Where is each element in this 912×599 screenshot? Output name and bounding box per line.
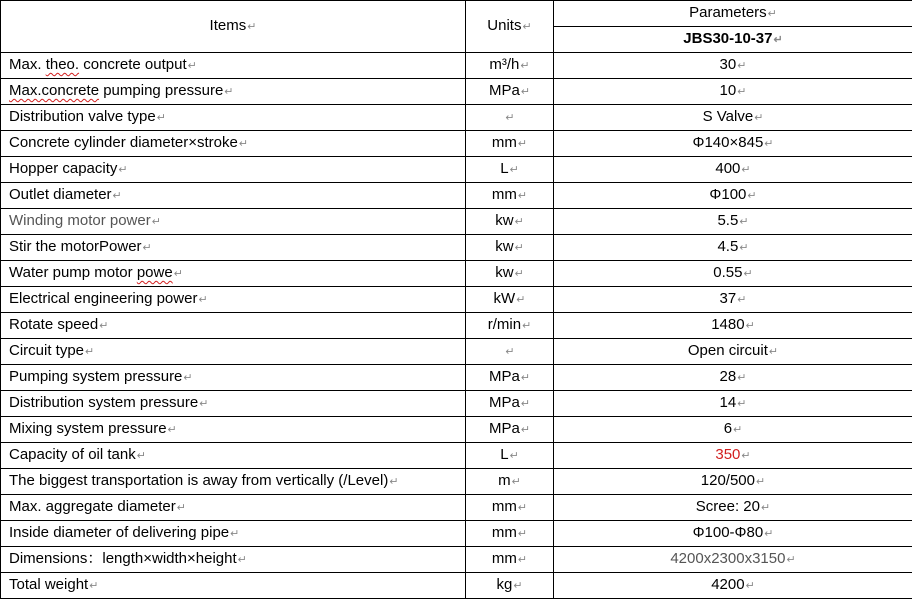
item-cell <box>1 183 466 209</box>
item-label: Circuit type <box>9 342 84 359</box>
unit-cell <box>466 183 554 209</box>
paragraph-mark-icon: ↵ <box>737 398 746 410</box>
paragraph-mark-icon: ↵ <box>756 476 765 488</box>
value-cell <box>554 261 912 287</box>
value-label: 350 <box>715 446 740 463</box>
unit-label: m <box>498 472 511 489</box>
table-row <box>1 209 912 235</box>
item-label: Pumping system pressure <box>9 368 182 385</box>
item-cell <box>1 495 466 521</box>
value-label: S Valve <box>703 108 754 125</box>
item-label: Rotate speed <box>9 316 98 333</box>
item-cell <box>1 235 466 261</box>
unit-cell <box>466 417 554 443</box>
paragraph-mark-icon: ↵ <box>747 190 756 202</box>
paragraph-mark-icon: ↵ <box>389 476 398 488</box>
paragraph-mark-icon: ↵ <box>168 424 177 436</box>
unit-cell <box>466 131 554 157</box>
paragraph-mark-icon: ↵ <box>518 138 527 150</box>
spec-rows <box>1 53 912 599</box>
item-cell <box>1 157 466 183</box>
table-row <box>1 443 912 469</box>
value-cell <box>554 365 912 391</box>
item-label: Max. aggregate diameter <box>9 498 176 515</box>
paragraph-mark-icon: ↵ <box>515 216 524 228</box>
table-row <box>1 261 912 287</box>
paragraph-mark-icon: ↵ <box>521 424 530 436</box>
value-label: 10 <box>720 82 737 99</box>
value-cell <box>554 209 912 235</box>
value-label: 14 <box>720 394 737 411</box>
item-label: Outlet diameter <box>9 186 112 203</box>
paragraph-mark-icon: ↵ <box>737 294 746 306</box>
item-cell <box>1 313 466 339</box>
item-label: Concrete cylinder diameter×stroke <box>9 134 238 151</box>
value-cell <box>554 79 912 105</box>
value-cell <box>554 105 912 131</box>
unit-label: MPa <box>489 368 520 385</box>
value-cell <box>554 313 912 339</box>
table-row <box>1 573 912 599</box>
value-label: 30 <box>720 56 737 73</box>
item-cell <box>1 287 466 313</box>
paragraph-mark-icon: ↵ <box>505 346 514 358</box>
header-parameters: Parameters↵ <box>554 1 912 27</box>
paragraph-mark-icon: ↵ <box>513 580 522 592</box>
value-label: 1480 <box>711 316 744 333</box>
paragraph-mark-icon: ↵ <box>521 86 530 98</box>
paragraph-mark-icon: ↵ <box>512 476 521 488</box>
paragraph-mark-icon: ↵ <box>157 112 166 124</box>
table-row <box>1 391 912 417</box>
value-cell <box>554 547 912 573</box>
paragraph-mark-icon: ↵ <box>515 242 524 254</box>
table-row <box>1 469 912 495</box>
value-cell <box>554 287 912 313</box>
value-label: 120/500 <box>701 472 755 489</box>
paragraph-mark-icon: ↵ <box>741 450 750 462</box>
paragraph-mark-icon: ↵ <box>743 268 752 280</box>
value-label: 4200 <box>711 576 744 593</box>
table-row <box>1 131 912 157</box>
paragraph-mark-icon: ↵ <box>113 190 122 202</box>
paragraph-mark-icon: ↵ <box>737 60 746 72</box>
value-label: 400 <box>715 160 740 177</box>
table-row <box>1 313 912 339</box>
paragraph-mark-icon: ↵ <box>239 138 248 150</box>
unit-cell <box>466 79 554 105</box>
paragraph-mark-icon: ↵ <box>510 164 519 176</box>
unit-label: L <box>500 446 508 463</box>
item-cell <box>1 339 466 365</box>
paragraph-mark-icon: ↵ <box>518 190 527 202</box>
unit-label: kw <box>495 238 513 255</box>
value-label: 5.5 <box>717 212 738 229</box>
header-units: Units↵ <box>466 1 554 53</box>
item-cell <box>1 443 466 469</box>
paragraph-mark-icon: ↵ <box>737 86 746 98</box>
unit-label: mm <box>492 498 517 515</box>
unit-cell <box>466 469 554 495</box>
table-row <box>1 79 912 105</box>
item-cell <box>1 417 466 443</box>
unit-label: MPa <box>489 82 520 99</box>
value-cell <box>554 157 912 183</box>
unit-cell <box>466 573 554 599</box>
paragraph-mark-icon: ↵ <box>737 372 746 384</box>
paragraph-mark-icon: ↵ <box>786 554 795 566</box>
item-label: Water pump motor powe <box>9 264 173 281</box>
paragraph-mark-icon: ↵ <box>761 502 770 514</box>
value-label: 28 <box>720 368 737 385</box>
paragraph-mark-icon: ↵ <box>224 86 233 98</box>
item-cell <box>1 105 466 131</box>
value-cell <box>554 53 912 79</box>
item-label: Mixing system pressure <box>9 420 167 437</box>
item-cell <box>1 469 466 495</box>
table-row <box>1 287 912 313</box>
unit-label: MPa <box>489 420 520 437</box>
paragraph-mark-icon: ↵ <box>85 346 94 358</box>
table-row <box>1 105 912 131</box>
value-cell <box>554 391 912 417</box>
value-cell <box>554 469 912 495</box>
paragraph-mark-icon: ↵ <box>198 294 207 306</box>
table-row <box>1 495 912 521</box>
unit-cell <box>466 547 554 573</box>
paragraph-mark-icon: ↵ <box>769 346 778 358</box>
paragraph-mark-icon: ↵ <box>518 502 527 514</box>
unit-label: L <box>500 160 508 177</box>
paragraph-mark-icon: ↵ <box>177 502 186 514</box>
item-label: Stir the motorPower <box>9 238 142 255</box>
paragraph-mark-icon: ↵ <box>230 528 239 540</box>
value-label: Φ140×845 <box>693 134 764 151</box>
paragraph-mark-icon: ↵ <box>522 320 531 332</box>
paragraph-mark-icon: ↵ <box>188 60 197 72</box>
item-label: Electrical engineering power <box>9 290 197 307</box>
paragraph-mark-icon: ↵ <box>518 528 527 540</box>
unit-label: mm <box>492 186 517 203</box>
value-cell <box>554 339 912 365</box>
value-cell <box>554 131 912 157</box>
header-row <box>1 1 912 27</box>
paragraph-mark-icon: ↵ <box>238 554 247 566</box>
item-cell <box>1 365 466 391</box>
item-label: Total weight <box>9 576 88 593</box>
unit-label: m³/h <box>489 56 519 73</box>
value-label: 6 <box>724 420 732 437</box>
unit-label: kW <box>494 290 516 307</box>
table-row <box>1 365 912 391</box>
unit-label: kg <box>496 576 512 593</box>
value-cell <box>554 521 912 547</box>
value-label: Open circuit <box>688 342 768 359</box>
unit-cell <box>466 105 554 131</box>
paragraph-mark-icon: ↵ <box>754 112 763 124</box>
paragraph-mark-icon: ↵ <box>515 268 524 280</box>
paragraph-mark-icon: ↵ <box>516 294 525 306</box>
item-cell <box>1 391 466 417</box>
value-label: Scree: 20 <box>696 498 760 515</box>
table-row <box>1 157 912 183</box>
value-cell <box>554 417 912 443</box>
paragraph-mark-icon: ↵ <box>137 450 146 462</box>
unit-cell <box>466 391 554 417</box>
value-label: 0.55 <box>713 264 742 281</box>
item-label: Hopper capacity <box>9 160 117 177</box>
table-row <box>1 417 912 443</box>
paragraph-mark-icon: ↵ <box>518 554 527 566</box>
item-cell <box>1 53 466 79</box>
item-label: Max.concrete pumping pressure <box>9 82 223 99</box>
unit-label: r/min <box>488 316 521 333</box>
paragraph-mark-icon: ↵ <box>183 372 192 384</box>
header-items: Items↵ <box>1 1 466 53</box>
paragraph-mark-icon: ↵ <box>89 580 98 592</box>
unit-cell <box>466 261 554 287</box>
unit-label: mm <box>492 134 517 151</box>
unit-cell <box>466 443 554 469</box>
value-cell <box>554 573 912 599</box>
table-row <box>1 547 912 573</box>
value-label: 4200x2300x3150 <box>670 550 785 567</box>
paragraph-mark-icon: ↵ <box>521 372 530 384</box>
item-cell <box>1 261 466 287</box>
table-row <box>1 183 912 209</box>
item-label: The biggest transportation is away from vertically (/Level) <box>9 472 388 489</box>
paragraph-mark-icon: ↵ <box>739 242 748 254</box>
paragraph-mark-icon: ↵ <box>118 164 127 176</box>
item-label: Inside diameter of delivering pipe <box>9 524 229 541</box>
paragraph-mark-icon: ↵ <box>764 528 773 540</box>
unit-cell <box>466 521 554 547</box>
item-cell <box>1 79 466 105</box>
item-cell <box>1 521 466 547</box>
paragraph-mark-icon: ↵ <box>741 164 750 176</box>
value-label: 37 <box>720 290 737 307</box>
item-label: Winding motor power <box>9 212 151 229</box>
paragraph-mark-icon: ↵ <box>520 60 529 72</box>
item-label: Distribution system pressure <box>9 394 198 411</box>
unit-cell <box>466 53 554 79</box>
unit-cell <box>466 209 554 235</box>
header-model: JBS30-10-37↵ <box>554 27 912 53</box>
item-label: Max. theo. concrete output <box>9 56 187 73</box>
table-row <box>1 339 912 365</box>
value-label: Φ100 <box>709 186 746 203</box>
unit-label: mm <box>492 550 517 567</box>
item-label: Dimensions：length×width×height <box>9 550 237 567</box>
paragraph-mark-icon: ↵ <box>764 138 773 150</box>
unit-cell <box>466 313 554 339</box>
value-cell <box>554 495 912 521</box>
paragraph-mark-icon: ↵ <box>505 112 514 124</box>
table-row <box>1 53 912 79</box>
value-label: 4.5 <box>717 238 738 255</box>
item-label: Capacity of oil tank <box>9 446 136 463</box>
paragraph-mark-icon: ↵ <box>174 268 183 280</box>
paragraph-mark-icon: ↵ <box>521 398 530 410</box>
paragraph-mark-icon: ↵ <box>143 242 152 254</box>
paragraph-mark-icon: ↵ <box>152 216 161 228</box>
unit-cell <box>466 287 554 313</box>
unit-label: kw <box>495 264 513 281</box>
table-row <box>1 521 912 547</box>
item-cell <box>1 547 466 573</box>
table-row <box>1 235 912 261</box>
item-cell <box>1 209 466 235</box>
unit-cell <box>466 495 554 521</box>
unit-cell <box>466 235 554 261</box>
unit-cell <box>466 157 554 183</box>
item-cell <box>1 573 466 599</box>
unit-cell <box>466 339 554 365</box>
paragraph-mark-icon: ↵ <box>99 320 108 332</box>
paragraph-mark-icon: ↵ <box>733 424 742 436</box>
paragraph-mark-icon: ↵ <box>510 450 519 462</box>
item-label: Distribution valve type <box>9 108 156 125</box>
unit-label: MPa <box>489 394 520 411</box>
item-cell <box>1 131 466 157</box>
paragraph-mark-icon: ↵ <box>746 580 755 592</box>
value-cell <box>554 183 912 209</box>
value-cell <box>554 443 912 469</box>
value-label: Φ100-Φ80 <box>693 524 764 541</box>
value-cell <box>554 235 912 261</box>
paragraph-mark-icon: ↵ <box>739 216 748 228</box>
paragraph-mark-icon: ↵ <box>746 320 755 332</box>
unit-label: mm <box>492 524 517 541</box>
unit-cell <box>466 365 554 391</box>
paragraph-mark-icon: ↵ <box>199 398 208 410</box>
unit-label: kw <box>495 212 513 229</box>
